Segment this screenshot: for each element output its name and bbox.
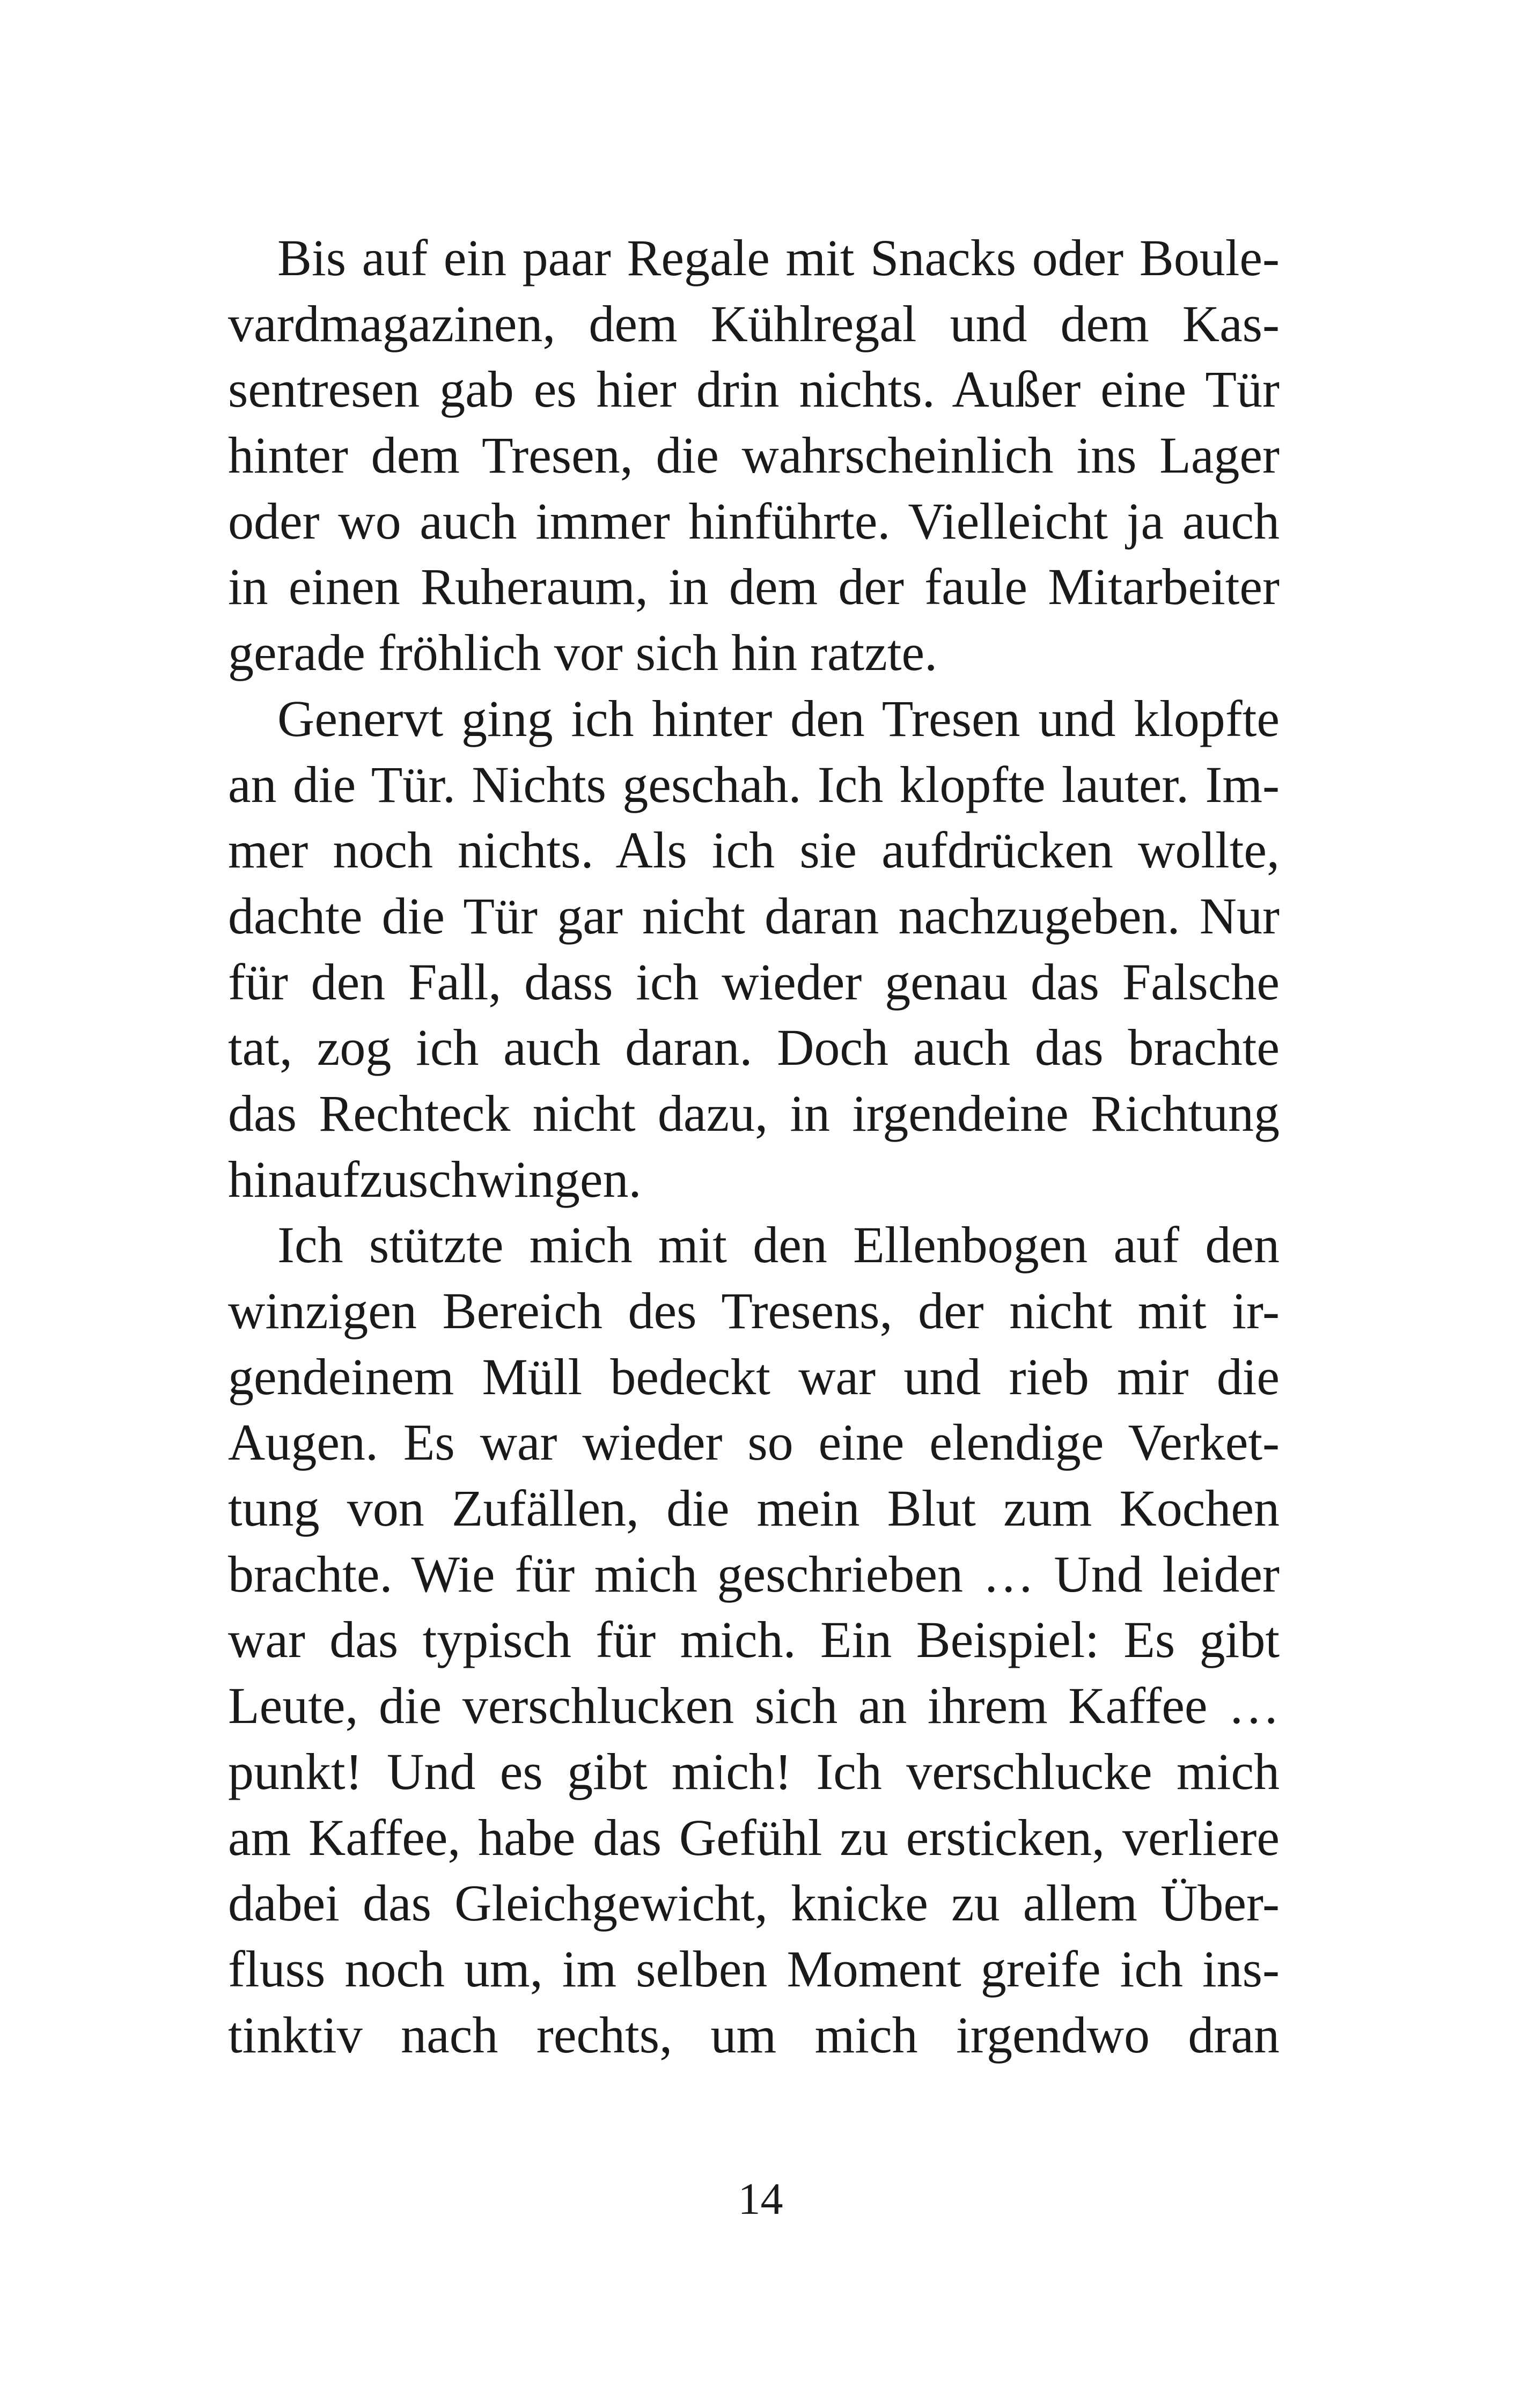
text-line: an die Tür. Nichts geschah. Ich klopfte lauter. Im- xyxy=(228,755,1280,813)
paragraph-1 xyxy=(228,225,1280,686)
text-line: sentresen gab es hier drin nichts. Außer eine Tür xyxy=(228,360,1280,418)
text-line: tung von Zufällen, die mein Blut zum Kochen xyxy=(228,1479,1280,1537)
text-line: für den Fall, dass ich wieder genau das Falsche xyxy=(228,953,1280,1011)
paragraph-3 xyxy=(228,1212,1280,2068)
text-line: hinter dem Tresen, die wahrscheinlich ins Lager xyxy=(228,426,1280,484)
text-line: war das typisch für mich. Ein Beispiel: Es gibt xyxy=(228,1611,1280,1669)
text-line: das Rechteck nicht dazu, in irgendeine Richtung xyxy=(228,1084,1280,1142)
text-line: dabei das Gleichgewicht, knicke zu allem Über- xyxy=(228,1874,1280,1932)
text-line: hinaufzuschwingen. xyxy=(228,1150,642,1208)
text-line: Augen. Es war wieder so eine elendige Verket- xyxy=(228,1413,1280,1471)
body-text xyxy=(228,225,1280,2068)
text-line: dachte die Tür gar nicht daran nachzugeben. Nur xyxy=(228,887,1280,945)
text-line: fluss noch um, im selben Moment greife ich ins- xyxy=(228,1940,1280,1998)
text-line: oder wo auch immer hinführte. Vielleicht ja auch xyxy=(228,492,1280,550)
text-line: vardmagazinen, dem Kühlregal und dem Kas- xyxy=(228,294,1280,352)
text-line: mer noch nichts. Als ich sie aufdrücken wollte, xyxy=(228,821,1280,879)
text-line: am Kaffee, habe das Gefühl zu ersticken, verliere xyxy=(228,1808,1280,1866)
text-line: tat, zog ich auch daran. Doch auch das brachte xyxy=(228,1019,1280,1077)
text-line: Genervt ging ich hinter den Tresen und klopfte xyxy=(277,689,1280,747)
text-line: tinktiv nach rechts, um mich irgendwo dran xyxy=(228,2006,1280,2064)
text-line: winzigen Bereich des Tresens, der nicht mit ir- xyxy=(228,1282,1280,1339)
text-line: gendeinem Müll bedeckt war und rieb mir die xyxy=(228,1347,1280,1405)
text-line: brachte. Wie für mich geschrieben … Und leider xyxy=(228,1545,1280,1603)
text-line: Bis auf ein paar Regale mit Snacks oder Boule- xyxy=(277,229,1280,286)
text-line: Ich stützte mich mit den Ellenbogen auf den xyxy=(277,1216,1280,1274)
text-line: punkt! Und es gibt mich! Ich verschlucke mich xyxy=(228,1742,1280,1800)
text-line: Leute, die verschlucken sich an ihrem Kaffee … xyxy=(228,1677,1280,1735)
page-number: 14 xyxy=(738,2174,783,2224)
paragraph-2 xyxy=(228,686,1280,1213)
text-line: in einen Ruheraum, in dem der faule Mitarbeiter xyxy=(228,558,1280,616)
text-line: gerade fröhlich vor sich hin ratzte. xyxy=(228,624,938,682)
